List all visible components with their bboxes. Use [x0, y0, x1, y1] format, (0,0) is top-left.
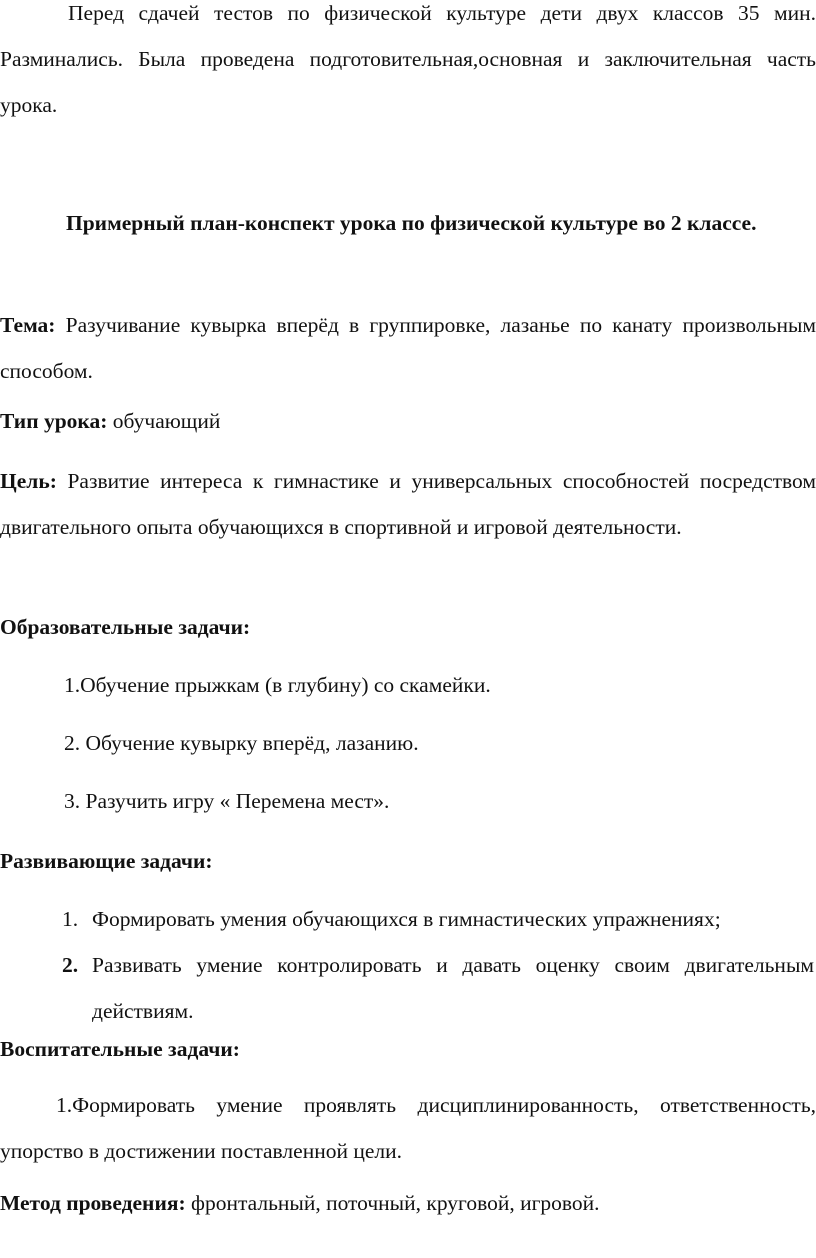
developmental-item-number: 1. — [62, 907, 79, 931]
intro-paragraph — [0, 0, 816, 128]
educational-heading: Образовательные задачи: — [0, 615, 251, 639]
goal-label: Цель: — [0, 469, 57, 493]
lesson-type-paragraph — [0, 398, 816, 444]
developmental-item — [62, 896, 814, 942]
goal-value: Развитие интереса к гимнастике и универсальных способностей посредством двигательного опыта обучающихся в спортивной и игровой деятельности. — [0, 469, 816, 539]
upbringing-heading: Воспитательные задачи: — [0, 1037, 240, 1061]
plan-title-text: Примерный план-конспект урока по физической культуре во 2 классе. — [66, 211, 757, 235]
method-paragraph — [0, 1180, 816, 1226]
plan-title — [60, 200, 812, 246]
method-label: Метод проведения: — [0, 1191, 186, 1215]
method-value: фронтальный, поточный, круговой, игровой. — [191, 1191, 600, 1215]
goal-paragraph — [0, 458, 816, 550]
upbringing-item: 1.Формировать умение проявлять дисциплинированность, ответственность, упорство в достижении поставленной цели. — [0, 1093, 816, 1163]
educational-item: 1.Обучение прыжкам (в глубину) со скамейки. — [64, 673, 491, 697]
developmental-item — [62, 942, 814, 1034]
developmental-item-text: Развивать умение контролировать и давать оценку своим двигательным действиям. — [92, 953, 814, 1023]
educational-item: 3. Разучить игру « Перемена мест». — [64, 789, 390, 813]
developmental-item-number: 2. — [62, 953, 79, 977]
topic-value: Разучивание кувырка вперёд в группировке, лазанье по канату произвольным способом. — [0, 313, 816, 383]
topic-label: Тема: — [0, 313, 56, 337]
developmental-item-text: Формировать умения обучающихся в гимнастических упражнениях; — [92, 907, 721, 931]
educational-item: 2. Обучение кувырку вперёд, лазанию. — [64, 731, 419, 755]
lesson-type-label: Тип урока: — [0, 409, 108, 433]
developmental-heading: Развивающие задачи: — [0, 849, 213, 873]
topic-paragraph — [0, 302, 816, 394]
intro-text: Перед сдачей тестов по физической культуре дети двух классов 35 мин. Разминались. Была проведена подготовительная,основная и заключительная часть урока. — [0, 1, 816, 117]
lesson-type-value: обучающий — [112, 409, 221, 433]
